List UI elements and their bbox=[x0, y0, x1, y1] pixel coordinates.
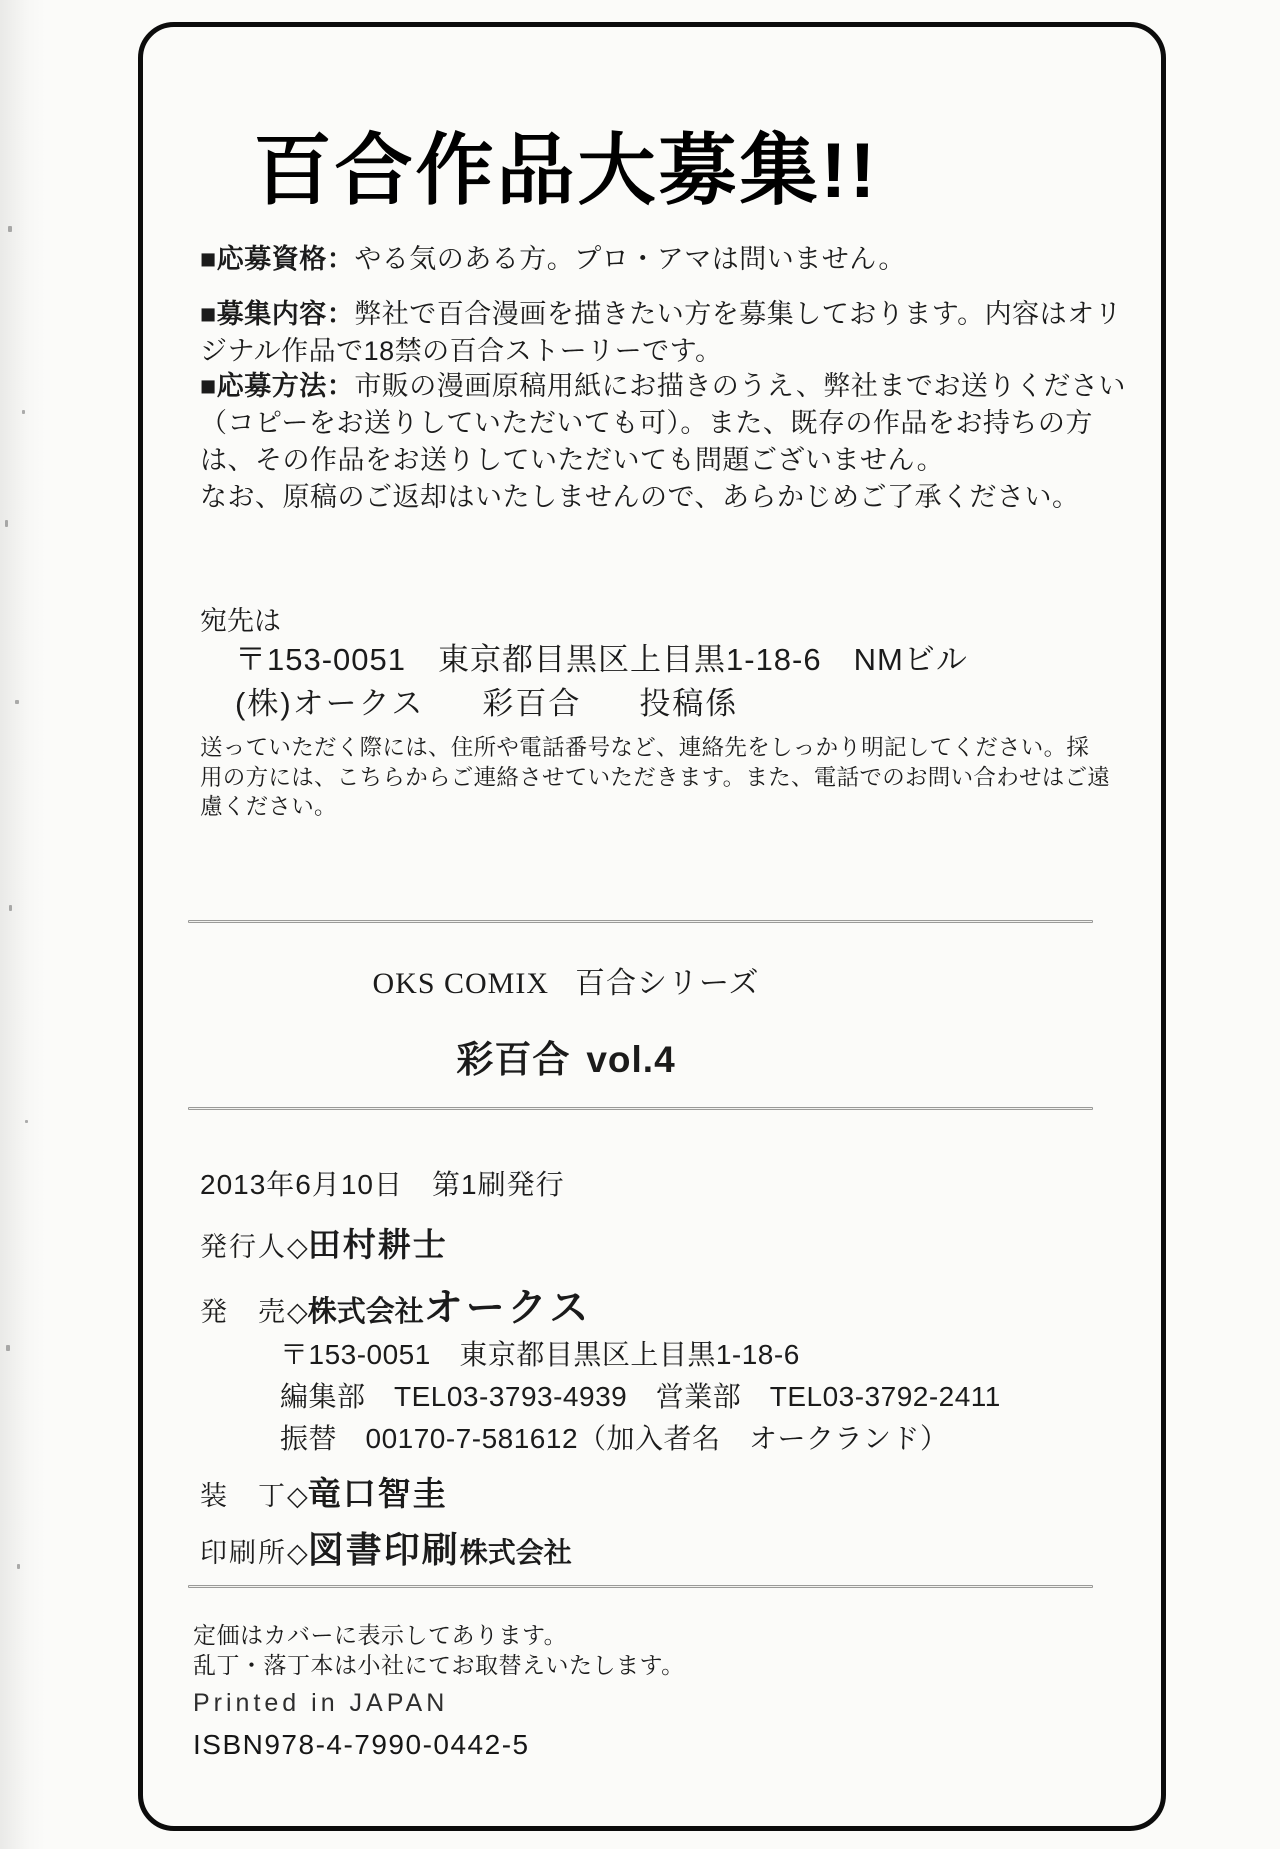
seller-credit bbox=[200, 1277, 591, 1333]
design-credit bbox=[200, 1468, 448, 1515]
seller-address: 〒153-0051 東京都目黒区上目黒1-18-6 bbox=[280, 1339, 800, 1370]
series-latin: OKS COMIX bbox=[372, 967, 550, 1000]
printer-credit bbox=[200, 1522, 572, 1573]
diamond-separator-icon: ◇ bbox=[287, 1297, 308, 1327]
section-method bbox=[200, 368, 1133, 516]
design-label: 装 丁 bbox=[200, 1481, 287, 1511]
section-content-body: 弊社で百合漫画を描きたい方を募集しております。内容はオリジナル作品で18禁の百合ストーリーです。 bbox=[200, 299, 1123, 366]
section-qualifications-label: ■応募資格： bbox=[200, 244, 355, 274]
book-title bbox=[143, 1029, 989, 1083]
publisher-name: 田村耕士 bbox=[307, 1228, 448, 1264]
diamond-separator-icon: ◇ bbox=[287, 1481, 308, 1511]
divider-rule-bottom bbox=[188, 1585, 1093, 1588]
defect-note: 乱丁・落丁本は小社にてお取替えいたします。 bbox=[193, 1652, 685, 1678]
section-qualifications bbox=[200, 241, 1133, 278]
section-content bbox=[200, 296, 1133, 370]
section-method-body: 市販の漫画原稿用紙にお描きのうえ、弊社までお送りください（コピーをお送りしていただいても可）。また、既存の作品をお持ちの方は、その作品をお送りしていただいても問題ございません。 なお、原稿のご返却はいたしませんので、あらかじめご了承ください。 bbox=[200, 371, 1126, 512]
diamond-separator-icon: ◇ bbox=[287, 1538, 308, 1568]
divider-rule-middle bbox=[188, 1107, 1093, 1110]
addressee-company-line bbox=[235, 678, 738, 723]
seller-name: オークス bbox=[423, 1287, 592, 1330]
addressee-company: (株)オークス bbox=[235, 686, 425, 721]
series-japanese: 百合シリーズ bbox=[575, 967, 760, 1000]
submission-note: 送っていただく際には、住所や電話番号など、連絡先をしっかり明記してください。採用の方には、こちらからご連絡させていただきます。また、電話でのお問い合わせはご遠慮ください。 bbox=[200, 735, 1111, 819]
diamond-separator-icon: ◇ bbox=[287, 1232, 308, 1262]
seller-contacts: 編集部 TEL03-3793-4939 営業部 TEL03-3792-2411 bbox=[280, 1381, 1001, 1412]
printer-name: 図書印刷 bbox=[307, 1530, 460, 1570]
publisher-credit bbox=[200, 1219, 448, 1266]
scan-paper-edge bbox=[0, 0, 46, 1849]
addressee-magazine: 彩百合 bbox=[482, 686, 582, 721]
publisher-label: 発行人 bbox=[200, 1232, 287, 1262]
addressee-department: 投稿係 bbox=[639, 686, 739, 721]
printed-in-japan: Printed in JAPAN bbox=[193, 1689, 449, 1717]
price-note: 定価はカバーに表示してあります。 bbox=[193, 1622, 568, 1648]
seller-corp-prefix: 株式会社 bbox=[307, 1296, 424, 1328]
section-content-label: ■募集内容： bbox=[200, 299, 355, 329]
printer-label: 印刷所 bbox=[200, 1538, 287, 1568]
isbn-number: ISBN978-4-7990-0442-5 bbox=[193, 1729, 530, 1760]
seller-label: 発 売 bbox=[200, 1297, 287, 1327]
divider-rule-top bbox=[188, 920, 1093, 923]
book-volume: vol.4 bbox=[586, 1039, 676, 1080]
designer-name: 竜口智圭 bbox=[307, 1477, 448, 1513]
printer-suffix: 株式会社 bbox=[459, 1538, 572, 1569]
section-qualifications-body: やる気のある方。プロ・アマは問いません。 bbox=[354, 244, 906, 274]
edition-line: 2013年6月10日 第1刷発行 bbox=[200, 1169, 565, 1200]
series-line bbox=[143, 958, 989, 1002]
page-border-frame bbox=[138, 22, 1166, 1831]
section-method-label: ■応募方法： bbox=[200, 371, 355, 401]
book-title-text: 彩百合 bbox=[456, 1039, 571, 1080]
addressee-intro: 宛先は bbox=[200, 606, 281, 636]
postal-transfer-line: 振替 00170-7-581612（加入者名 オークランド） bbox=[280, 1423, 949, 1454]
addressee-postal-line: 〒153-0051 東京都目黒区上目黒1-18-6 NMビル bbox=[235, 642, 968, 677]
page-title: 百合作品大募集!! bbox=[253, 126, 879, 214]
